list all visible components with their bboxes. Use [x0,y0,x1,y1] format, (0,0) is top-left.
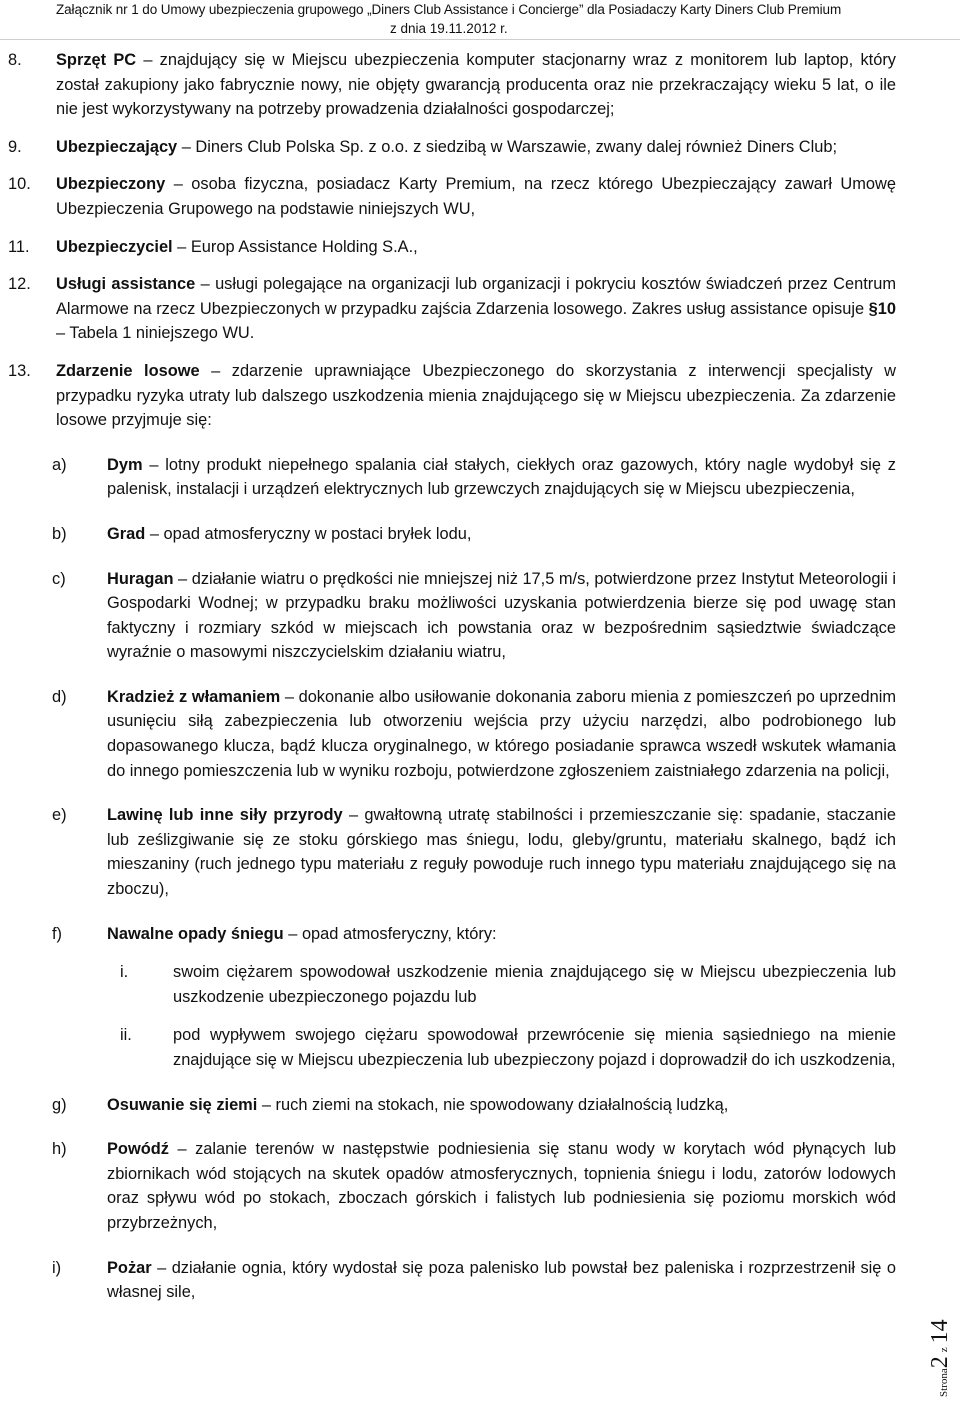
page-current: 2 [927,1356,953,1369]
roman-item-ii: ii. pod wypływem swojego ciężaru spowodował przewrócenie się mienia sąsiedniego na mienie znajdujące się w Miejscu ubezpieczenia lub ubezpieczony pojazd i doprowadził do ich uszkodzenia, [120,1026,896,1069]
subitem-term: Grad [107,524,146,543]
definition-item-8: 8. Sprzęt PC – znajdujący się w Miejscu ubezpieczenia komputer stacjonarny wraz z monitorem lub laptop, który został zakupiony jako fabrycznie nowy, nie objęty gwarancją producenta oraz nie przekraczający wieku 5 lat, o ile nie jest wykorzystywany na potrzeby prowadzenia działalności gospodarczej; [8,51,896,119]
subitem-term: Kradzież z włamaniem [107,687,281,706]
definition-text: usługi polegające na organizacji lub organizacji i pokryciu kosztów świadczeń przez Centrum Alarmowe na rzecz Ubezpieczonych w przypadku zajścia Zdarzenia losowego. Zakres usług assistance opisuje [56,275,896,318]
subitem-text: dokonanie albo usiłowanie dokonania zaboru mienia z pomieszczeń po uprzednim usunięciu siłą zabezpieczenia lub otworzeniu wejścia przy użyciu narzędzi, albo podrobionego lub dopasowanego klucza, bądź klucza oryginalnego, w którego posiadanie sprawca wszedł wskutek włamania do innego pomieszczenia lub w wyniku rozboju, potwierdzone zgłoszeniem zaistniałego zdarzenia na policji, [107,687,896,780]
subitem-text: działanie ognia, który wydostał się poza palenisko lub powstał bez paleniska i rozprzestrzenił się o własnej sile, [107,1258,896,1302]
definition-term: Zdarzenie losowe [56,361,200,380]
header-date: z dnia 19.11.2012 r. [390,21,508,36]
definition-term: Ubezpieczyciel [56,237,173,256]
roman-text: swoim ciężarem spowodował uszkodzenie mienia znajdującego się w Miejscu ubezpieczenia lub uszkodzenie ubezpieczonego pojazdu lub [173,963,896,1006]
definition-text: osoba fizyczna, posiadacz Karty Premium, na rzecz którego Ubezpieczający zawarł Umowę Ubezpieczenia Grupowego na podstawie niniejszych WU, [56,175,896,218]
subitem-term: Huragan [107,569,174,588]
subitem-h: h) Powódź – zalanie terenów w następstwie podniesienia się stanu wody w korytach wód płynących lub zbiornikach wód stojących na skutek opadów atmosferycznych, topnienia śniegu i lodu, zatorów lodowych oraz spływu wód po stokach, zboczach górskich i falistych lub podniesienia się poziomu morskich wód przybrzeżnych, [52,1140,896,1232]
definition-item-12: 12. Usługi assistance – usługi polegające na organizacji lub organizacji i pokryciu kosztów świadczeń przez Centrum Alarmowe na rzecz Ubezpieczonych w przypadku zajścia Zdarzenia losowego. Zakres usług assistance opisuje §10 – Tabela 1 niniejszego WU. [8,275,896,343]
document-body [8,48,896,1325]
subitem-a: a) Dym – lotny produkt niepełnego spalania ciał stałych, ciekłych oraz gazowych, który nagle wydobył się z palenisk, instalacji i urządzeń elektrycznych lub grzewczych znajdujących się w Miejscu ubezpieczenia, [52,455,896,499]
definition-term: Ubezpieczony [56,175,166,194]
subitem-c: c) Huragan – działanie wiatru o prędkości nie mniejszej niż 17,5 m/s, potwierdzone przez Instytut Meteorologii i Gospodarki Wodnej; w przypadku braku możliwości uzyskania potwierdzenia bierze się pod uwagę stan faktyczny i rozmiary szkód w miejscach ich powstania oraz w bezpośrednim sąsiedztwie świadczące wyraźnie o masowymi niszczycielskim działaniu wiatru, [52,569,896,662]
subitem-term: Lawinę lub inne siły przyrody [107,806,343,825]
subitem-text: gwałtowną utratę stabilności i przemieszczanie się: spadanie, staczanie lub ześlizgiwanie się ze stoku górskiego mas śniegu, lodu, gleby/gruntu, materiału skalnego, bądź ich mieszaniny (ruch jednego typu materiału z reguły powoduje ruch innego typu materiału znajdującego się na zboczu), [107,806,896,899]
page-number: Strona2 z 14 [927,1319,953,1397]
subitem-text: działanie wiatru o prędkości nie mniejszej niż 17,5 m/s, potwierdzone przez Instytut Meteorologii i Gospodarki Wodnej; w przypadku braku możliwości uzyskania potwierdzenia bierze się pod uwagę stan faktyczny i rozmiary szkód w miejscach ich powstania oraz w bezpośrednim sąsiedztwie świadczące wyraźnie o masowymi niszczycielskim działaniu wiatru, [107,569,896,662]
definition-text: Europ Assistance Holding S.A., [190,237,418,256]
definition-item-11: 11. Ubezpieczyciel – Europ Assistance Holding S.A., [8,237,418,256]
subitem-text: zalanie terenów w następstwie podniesienia się stanu wody w korytach wód płynących lub zbiornikach wód stojących na skutek opadów atmosferycznych, topnienia śniegu i lodu, zatorów lodowych oraz spływu wód po stokach, zboczach górskich i falistych lub podniesienia się poziomu morskich wód przybrzeżnych, [107,1140,896,1232]
definition-text: znajdujący się w Miejscu ubezpieczenia komputer stacjonarny wraz z monitorem lub laptop, który został zakupiony jako fabrycznie nowy, nie objęty gwarancją producenta oraz nie przekraczający wieku 5 lat, o ile nie jest wykorzystywany na potrzeby prowadzenia działalności gospodarczej; [56,51,896,119]
subitem-text: ruch ziemi na stokach, nie spowodowany działalnością ludzką, [275,1095,729,1114]
subitem-term: Nawalne opady śniegu [107,924,284,943]
subitem-i: i) Pożar – działanie ognia, który wydostał się poza palenisko lub powstał bez paleniska i rozprzestrzenił się o własnej sile, [52,1258,896,1302]
subitem-g: g) Osuwanie się ziemi – ruch ziemi na stokach, nie spowodowany działalnością ludzką, [52,1095,729,1114]
subitem-b: b) Grad – opad atmosferyczny w postaci bryłek lodu, [52,524,472,543]
roman-item-i: i. swoim ciężarem spowodował uszkodzenie mienia znajdującego się w Miejscu ubezpieczenia lub uszkodzenie ubezpieczonego pojazdu lub [120,963,896,1006]
definition-term: Sprzęt PC [56,51,137,69]
definition-item-9: 9. Ubezpieczający – Diners Club Polska Sp. z o.o. z siedzibą w Warszawie, zwany dalej również Diners Club; [8,137,838,156]
subitem-term: Osuwanie się ziemi [107,1095,258,1114]
section-reference: §10 [868,299,896,318]
header-title: Załącznik nr 1 do Umowy ubezpieczenia grupowego „Diners Club Assistance i Concierge” dla Posiadaczy Karty Diners Club Premium [56,2,842,17]
subitem-term: Powódź [107,1140,169,1159]
definition-item-13: 13. Zdarzenie losowe – zdarzenie uprawniające Ubezpieczonego do skorzystania z interwencji specjalisty w przypadku ryzyka utraty lub dalszego uszkodzenia mienia znajdującego się w Miejscu ubezpieczenia. Za zdarzenie losowe przyjmuje się: [8,361,897,430]
header-divider [0,39,960,40]
definition-text: zdarzenie uprawniające Ubezpieczonego do skorzystania z interwencji specjalisty w przypadku ryzyka utraty lub dalszego uszkodzenia mienia znajdującego się w Miejscu ubezpieczenia. Za zdarzenie losowe przyjmuje się: [56,361,897,430]
definition-term: Ubezpieczający [56,137,178,156]
subitem-e: e) Lawinę lub inne siły przyrody – gwałtowną utratę stabilności i przemieszczanie się: spadanie, staczanie lub ześlizgiwanie się ze stoku górskiego mas śniegu, lodu, gleby/gruntu, materiału skalnego, bądź ich mieszaniny (ruch jednego typu materiału z reguły powoduje ruch innego typu materiału znajdującego się na zboczu), [52,806,896,899]
roman-text: pod wypływem swojego ciężaru spowodował przewrócenie się mienia sąsiedniego na mienie znajdujące się w Miejscu ubezpieczenia lub ubezpieczony pojazd i doprowadził do ich uszkodzenia, [173,1026,896,1069]
subitem-term: Pożar [107,1258,152,1277]
definition-term: Usługi assistance [56,275,196,294]
subitem-d: d) Kradzież z włamaniem – dokonanie albo usiłowanie dokonania zaboru mienia z pomieszczeń po uprzednim usunięciu siłą zabezpieczenia lub otworzeniu wejścia przy użyciu narzędzi, albo podrobionego lub dopasowanego klucza, bądź klucza oryginalnego, w którego posiadanie sprawca wszedł wskutek włamania do innego pomieszczenia lub w wyniku rozboju, potwierdzone zgłoszeniem zaistniałego zdarzenia na policji, [52,687,896,780]
subitem-f: f) Nawalne opady śniegu – opad atmosferyczny, który: [52,924,497,943]
definition-text: Diners Club Polska Sp. z o.o. z siedzibą w Warszawie, zwany dalej również Diners Club; [195,137,838,156]
page-total: 14 [927,1319,953,1344]
subitem-text: lotny produkt niepełnego spalania ciał stałych, ciekłych oraz gazowych, który nagle wydobył się z palenisk, instalacji i urządzeń elektrycznych lub grzewczych znajdujących się w Miejscu ubezpieczenia, [107,455,896,499]
page-label: Strona [938,1368,950,1397]
subitem-term: Dym [107,455,143,474]
definition-item-10: 10. Ubezpieczony – osoba fizyczna, posiadacz Karty Premium, na rzecz którego Ubezpieczający zawarł Umowę Ubezpieczenia Grupowego na podstawie niniejszych WU, [8,175,896,218]
page-header [0,0,960,44]
subitem-text: opad atmosferyczny, który: [301,924,497,943]
subitem-text: opad atmosferyczny w postaci bryłek lodu, [163,524,472,543]
